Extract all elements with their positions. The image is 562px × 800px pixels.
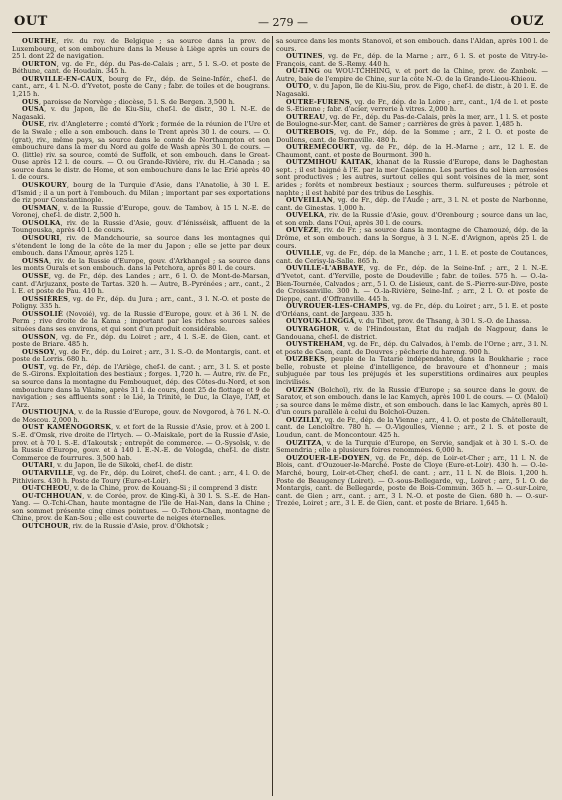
entry-text: , vg. de Fr., dép. du Calvados, à l'emb. de l'Orne ; arr., 3 l. N. et poste de Caen, cant. de Douvres ; pêcherie du hareng. 900 h. xyxy=(276,340,548,356)
dictionary-entry xyxy=(12,523,270,531)
entry-headword: OUTO xyxy=(286,82,309,91)
entry-text: , vg. de Fr., dép. du Pas-de-Calais, près la mer, arr., 1 l. S. et poste de Boulogne-sur-Mer, cant. de Samer ; carrières de grès à paver. 1,485 h. xyxy=(276,112,548,129)
entry-text: sa source dans les monts Stanovoï, et son embouch. dans l'Aldan, après 100 l. de cours. xyxy=(276,38,548,53)
entry-text: , paroisse de Norvège ; diocèse, 5 l. S. de Bergen. 3,500 h. xyxy=(38,97,235,106)
running-head-left: OUT xyxy=(14,14,48,29)
dictionary-entry xyxy=(12,470,270,485)
entry-text: (Novoié), vg. de la Russie d'Europe, gouv. et à 36 l. N. de Perm ; rive droite de la Kama ; important par les riches sources salées situées dans ses environs, et qui sont d'un produit considérable. xyxy=(12,309,270,333)
entry-headword: OUZOUER-LE-DOYEN xyxy=(286,453,370,462)
dictionary-entry xyxy=(276,129,548,144)
entry-headword: OUYRAGHOR xyxy=(286,324,338,333)
dictionary-entry xyxy=(12,106,270,121)
dictionary-entry xyxy=(12,493,270,523)
dictionary-entry xyxy=(12,61,270,76)
entry-headword: OUYSTREHAM xyxy=(286,340,344,349)
dictionary-entry xyxy=(12,38,270,61)
entry-headword: OUVELKA xyxy=(286,211,325,220)
entry-headword: OUVILLE-L'ABBAYE xyxy=(286,264,364,273)
dictionary-entry xyxy=(276,356,548,386)
entry-headword: OU-TING xyxy=(286,67,321,76)
entry-headword: OUYOUK-LINGGA xyxy=(286,317,355,326)
dictionary-entry xyxy=(12,121,270,182)
entry-headword: OUTARVILLE xyxy=(22,468,73,477)
entry-text: , v. de l'Hindoustan, État du radjah de Nagpour, dans le Gandouana, chef-l. de district. xyxy=(276,324,548,341)
dictionary-entry xyxy=(12,205,270,220)
entry-headword: OUSSON xyxy=(22,332,56,341)
entry-text: , vg. de Fr., dép. du Loiret, chef-l. de cant. ; arr., 4 l. O. de Pithiviers. 430 h. Poste de Toury (Eure-et-Loir). xyxy=(12,468,270,485)
entry-text: , riv. de Mandchourie, sa source dans les montagnes qui s'étendent le long de la côte de la mer du Japon ; elle se jette par deux embouch. dans l'Amour, après 125 l. xyxy=(12,234,270,258)
entry-headword: OUST xyxy=(22,362,44,371)
entry-headword: OU-TCHHOUAN xyxy=(22,491,83,500)
entry-headword: OUVÈZE xyxy=(286,226,319,235)
header-rule xyxy=(12,32,550,33)
entry-text: , v. et fort de la Russie d'Asie, prov. et à 200 l. S.-E. d'Omsk, rive droite de l'Irtych. — O.-Maiskaïe, port de la Russie d'Asie, prov. et à 70 l. S.-E. d'Iakoutsk ; entrepôt de commerce. — O.-Sysolsk, v. de la Russie d'Europe, gouv. et à 140 l. E.-N.-E. de Vologda, chef-l. de distr. Commerce de fourrures. 3,500 hab. xyxy=(12,423,270,462)
dictionary-entry xyxy=(12,296,270,311)
page-header xyxy=(0,0,562,34)
dictionary-entry xyxy=(276,341,548,356)
entry-text: , khanat de la Russie d'Europe, dans le Daghestan sept. ; il est baigné à l'E. par la mer Caspienne. Les parties du sol bien arrosées sont productives ; les autres, surtout celles qui sont voisines de la mer, sont arides ; forêts et nombreux bestiaux ; sources therm. sulfureuses ; pétrole et naphte ; il est habité par des tribus de Lesghis. xyxy=(276,158,548,197)
entry-headword: OUSSIÈRES xyxy=(22,294,69,303)
entry-text: , vg. de Fr., dép. du Loiret ; arr., 3 l. S.-O. de Montargis, cant. et poste de Lorris. 680 h. xyxy=(12,347,270,364)
entry-text: , riv. du roy. de Belgique ; sa source dans la prov. de Luxembourg, et son embouchure dans la Meuse à Liège après un cours de 25 l. dont 22 de navigation. xyxy=(12,38,270,61)
entry-text: , riv. de la Russie d'Europe, gouv. d'Arkhangel ; sa source dans les monts Ourals et son embouch. dans la Petchora, après 80 l. de cours. xyxy=(12,256,270,273)
dictionary-entry xyxy=(12,182,270,205)
dictionary-entry xyxy=(276,250,548,265)
left-column xyxy=(12,38,270,798)
dictionary-entry xyxy=(276,83,548,98)
entry-text: , v. de la Turquie d'Europe, en Servie, sandjak et à 30 l. S.-O. de Semendria ; elle a plusieurs foires renommées. 6,000 h. xyxy=(276,438,548,455)
dictionary-entry xyxy=(276,265,548,303)
dictionary-entry xyxy=(276,417,548,440)
entry-text: , vg. de Fr., dép. de la Loire ; arr., cant., 1/4 de l. et poste de S.-Etienne ; fabr. d'acier, verrerie à vitres. 2,000 h. xyxy=(276,97,548,114)
entry-headword: OUZBEKS xyxy=(286,355,325,364)
entry-headword: OUSE xyxy=(22,120,45,129)
entry-headword: OUTARI xyxy=(22,461,53,470)
entry-headword: OURVILLE-EN-CAUX xyxy=(22,74,103,83)
dictionary-entry xyxy=(12,273,270,296)
entry-headword: OUSMAN xyxy=(22,203,58,212)
entry-text: , riv. de la Russie d'Asie, gouv. d'Iénisséisk, affluent de la Toungouska, après 40 l. de cours. xyxy=(12,218,270,235)
dictionary-entry xyxy=(12,235,270,258)
entry-headword: OUTINES xyxy=(286,52,323,61)
entry-headword: OUSTIOUJNA xyxy=(22,408,75,417)
dictionary-entry xyxy=(12,334,270,349)
dictionary-entry xyxy=(276,159,548,197)
entry-text: ou WOU-TCHHING, v. et port de la Chine, prov. de Zanbok. — Autre, baie de l'empire de Chine, sur la côte N.-O. de la Grande-Lieou-Khieou. xyxy=(276,67,548,83)
entry-headword: OURTON xyxy=(22,59,57,68)
entry-headword: OURTHE xyxy=(22,38,57,45)
dictionary-entry xyxy=(276,440,548,455)
page-number: — 279 — xyxy=(258,16,308,29)
entry-headword: OUSSE xyxy=(22,271,49,280)
entry-text: , riv. de la Russie d'Asie, gouv. d'Orenbourg ; source dans un lac, et son emb. dans l'Oui, après 30 l. de cours. xyxy=(276,211,548,227)
entry-headword: OUVILLE xyxy=(286,249,322,258)
dictionary-entry xyxy=(12,258,270,273)
entry-text: , v. du Japon, île de Kiu-Siu, chef-l. de distr., 30 l. N.-E. de Nagasaki. xyxy=(12,105,270,121)
entry-text: , vg. de Fr., dép. du Jura ; arr., cant., 3 l. N.-O. et poste de Poligny. 335 h. xyxy=(12,294,270,311)
dictionary-entry xyxy=(276,227,548,250)
entry-headword: OUSOLKA xyxy=(22,218,61,227)
entry-headword: OUS xyxy=(22,97,39,106)
entry-headword: OUSSOY xyxy=(22,347,55,356)
entry-text: (Bolchoï), riv. de la Russie d'Europe ; sa source dans le gouv. de Saratov, et son embouch. dans le lac Kamych, après 100 l. de cours. — O. (Maloï) ; sa source dans le même distr., et son embouch. dans le lac Kamych, après 80 l. d'un cours parallèle à celui du Bolchoï-Ouzen. xyxy=(276,385,548,417)
entry-text: , v. de la Russie d'Europe, gouv. de Tambov, à 15 l. N.-E. de Voronej, chef-l. de distr. 2,500 h. xyxy=(12,203,270,220)
dictionary-entry xyxy=(12,220,270,235)
entry-text: , vg. de Fr., dép. de la Vienne ; arr., 4 l. O. et poste de Châtellerault, cant. de Lencloître. 780 h. — O.-Vigoulles, Vienne ; arr., 2 l. S. et poste de Loudun, cant. de Moncontour. 425 h. xyxy=(276,415,548,440)
dictionary-entry xyxy=(276,455,548,508)
running-head-right: OUZ xyxy=(510,14,544,29)
entry-text: , vg. de Fr., dép. de l'Ariège, chef-l. de cant. ; arr., 3 l. S. et poste de S.-Girons. Exploitation des bestiaux ; forges. 1,720 h. — Autre, riv. de Fr., sa source dans la montagne du Fembouquet, dép. des Côtes-du-Nord, et son embouchure dans la Vilaine, après 31 l. de cours, dont 25 de flottage et 9 de navigation ; ses affluents sont : le Lié, la Trinité, le Duc, la Claye, l'Aff, et l'Arz. xyxy=(12,362,270,409)
entry-text: , riv. d'Angleterre ; comté d'York ; formée de la réunion de l'Ure et de la Swale ; elle a son embouch. dans le Trent après 30 l. de cours. — O. (grat), riv., même pays, sa source dans le comté de Northampton et son embouchure dans la mer du Nord au golfe de Wash après 30 l. de cours. — O. (little) riv. sa source, comté de Suffolk, et son embouch. dans le Great-Ouse après 12 l. de cours. — O. ou Grande-Rivière, riv. du H.-Canada ; sa source dans le distr. de Home, et son embouchure dans le lac Erié après 40 l. de cours. xyxy=(12,120,270,182)
dictionary-entry xyxy=(12,311,270,334)
dictionary-entry xyxy=(276,114,548,129)
dictionary-entry xyxy=(276,38,548,53)
entry-headword: OUTRE-FURENS xyxy=(286,97,350,106)
entry-headword: OUSSA xyxy=(22,256,49,265)
entry-text: , vg. de Fr., dép. de la Marne ; arr., 6 l. S. et poste de Vitry-le-François, cant. de S.-Remy. 440 h. xyxy=(276,52,548,68)
entry-headword: OUTCHOUR xyxy=(22,522,69,530)
entry-text: , vg. de Fr., dép. du Loiret ; arr., 5 l. E. et poste d'Orléans, cant. de Jargeau. 335 h. xyxy=(276,302,548,318)
dictionary-entry xyxy=(12,76,270,99)
entry-text: , v. de Corée, prov. de King-Ki, à 30 l. S. S.-E. de Han-Yang. — O.-Tchi-Chan, haute montagne de l'île de Hai-Nan, dans la Chine ; son sommet présente cinq cimes pointues. — O.-Tchou-Chan, montagne de Chine, prov. de Kan-Sou ; elle est couverte de neiges éternelles. xyxy=(12,491,270,523)
entry-headword: OUSOURI xyxy=(22,234,60,243)
dictionary-entry xyxy=(276,387,548,417)
entry-text: , vg. de Fr., dép. du Pas-de-Calais ; arr., 5 l. S.-O. et poste de Béthune, cant. de Houdain. 345 h. xyxy=(12,59,270,76)
entry-text: , vg. de Fr., dép. de la H.-Marne ; arr., 12 l. E. de Chaumont, cant. et poste de Bourmont. 390 h. xyxy=(276,143,548,159)
entry-text: , v. du Tibet, prov. de Thsang, à 30 l. S.-O. de Lhassa. xyxy=(354,317,532,326)
entry-headword: OUVEILLAN xyxy=(286,196,333,205)
dictionary-entry xyxy=(12,364,270,409)
entry-headword: OUTREMÉCOURT xyxy=(286,143,355,152)
entry-headword: OUSKOURY xyxy=(22,180,67,189)
entry-text: , riv. de la Russie d'Asie, prov. d'Okhotsk ; xyxy=(68,522,209,530)
entry-headword: OUTREBOIS xyxy=(286,127,334,136)
dictionary-entry xyxy=(276,99,548,114)
entry-text: , bourg de Fr., dép. de Seine-Infér., chef-l. de cant., arr., 4 l. N.-O. d'Yvetot, poste de Cany ; fabr. de toiles et de bougrans. 1,215 h. xyxy=(12,74,270,99)
dictionary-entry xyxy=(276,197,548,212)
entry-headword: OU-TCHEOU xyxy=(22,484,70,493)
right-column xyxy=(276,38,548,798)
entry-text: , bourg de la Turquie d'Asie, dans l'Anatolie, à 30 l. E. d'Ismid ; il a un port à l'embouch. du Milan ; important par ses exportations de riz pour Constantinople. xyxy=(12,180,270,205)
entry-headword: OUTREAU xyxy=(286,112,326,121)
dictionary-entry xyxy=(12,349,270,364)
entry-headword: OUZILLY xyxy=(286,415,321,424)
entry-text: , v. de la Russie d'Europe, gouv. de Novgorod, à 76 l. N.-O. de Moscou. 2,000 h. xyxy=(12,408,270,424)
entry-headword: OUSSOLIÉ xyxy=(22,309,63,318)
entry-text: , vg. de Fr., dép. du Loiret ; arr., 4 l. S.-E. de Gien, cant. et poste de Briare. 485 h. xyxy=(12,332,270,349)
entry-text: , vg. de Fr., dép. de l'Aude ; arr., 3 l. N. et poste de Narbonne, cant. de Ginestas. 1,000 h. xyxy=(276,196,548,212)
entry-headword: OUSA xyxy=(22,105,45,114)
column-divider xyxy=(272,36,273,796)
entry-text: , v. de la Chine, prov. de Kouang-Si ; il comprend 3 distr. xyxy=(69,484,258,493)
dictionary-entry xyxy=(276,144,548,159)
dictionary-entry xyxy=(276,326,548,341)
entry-text: , vg. de Fr., dép. de la Manche ; arr., 1 l. E. et poste de Coutances, cant. de Cerisy-la-Salle. 865 h. xyxy=(276,249,548,265)
entry-headword: OUZEN xyxy=(286,385,315,394)
entry-headword: OUST KAMÉNOGORSK xyxy=(22,423,112,432)
entry-text: , vg. de Fr., dép. de la Somme ; arr., 2 l. O. et poste de Doullens, cant. de Bernaville. 480 h. xyxy=(276,127,548,144)
entry-headword: OUVROUER-LES-CHAMPS xyxy=(286,302,388,311)
entry-text: , vg. de Fr., dép. de Loir-et-Cher ; arr., 11 l. N. de Blois, cant. d'Ouzouer-le-Marché. Poste de Cloye (Eure-et-Loir). 430 h. — O.-le-Marché, bourg, Loir-et-Cher, chef-l. de cant. ; arr., 11 l. N. de Blois. 1,200 h. Poste de Beaugency (Loiret). — O.-sous-Bellegarde, vg., Loiret ; arr., 5 l. O. de Montargis, cant. de Bellegarde, poste de Bois-Commun. 365 h. — O.-sur-Loire, cant. de Gien ; arr., cant. ; arr., 3 l. N.-O. et poste de Gien. 680 h. — O.-sur-Trezée, Loiret ; arr., 3 l. E. de Gien, cant. et poste de Briare. 1,645 h. xyxy=(276,453,548,508)
entry-text: , v. du Japon, île de Sikoki, chef-l. de distr. xyxy=(52,461,194,470)
entry-text: , v. du Japon, île de Kiu-Siu, prov. de Figo, chef-l. de distr., à 20 l. E. de Nagasaki. xyxy=(276,82,548,99)
entry-headword: OUTZMIHOU KAITAK xyxy=(286,158,371,167)
dictionary-entry xyxy=(276,53,548,68)
entry-text: , riv. de Fr. ; sa source dans la montagne de Chamouzé, dép. de la Drôme, et son embouch. dans la Sorgue, à 3 l. N.-E. d'Avignon, après 25 l. de cours. xyxy=(276,226,548,250)
dictionary-entry xyxy=(12,424,270,462)
entry-text: , vg. de Fr., dép. de la Seine-Inf. ; arr., 2 l. N.-E. d'Yvetot, cant. d'Yerville, poste de Doudeville ; fabr. de toiles. 575 h. — O.-la-Bien-Tournée, Calvados ; arr., 5 l. O. de Lisieux, cant. de S.-Pierre-sur-Dive, poste de Croissanville. 300 h. — O.-la-Rivière, Seine-Inf. ; arr., 2 l. O. et poste de Dieppe, cant. d'Offranville. 445 h. xyxy=(276,264,548,303)
entry-text: , vg. de Fr., dép. des Landes ; arr., 6 l. O. de Mont-de-Marsan, cant. d'Arjuzanx, poste de Tartas. 320 h. — Autre, B.-Pyrénées ; arr., cant., 2 l. E. et poste de Pau. 410 h. xyxy=(12,271,270,296)
entry-text: , peuple de la Tatarie indépendante, dans la Boukharie ; race belle, robuste et pleine d'intelligence, de bravoure et d'honneur ; mais subjuguée par tous les préjugés et les superstitions ordinaires aux peuples incivilisés. xyxy=(276,355,548,387)
entry-headword: OUZITZA xyxy=(286,438,322,447)
